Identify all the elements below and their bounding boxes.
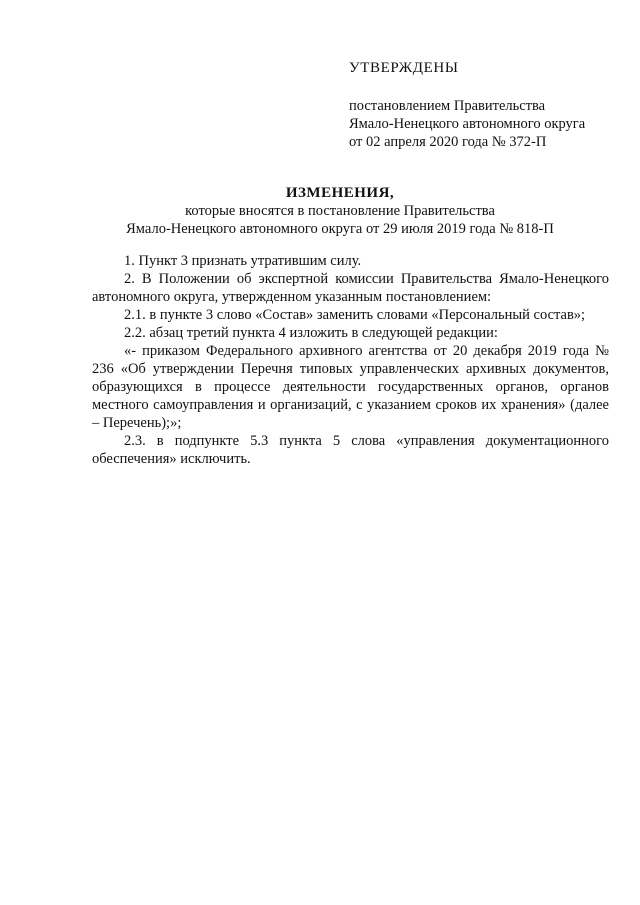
approval-line-date: от 02 апреля 2020 года № 372-П (349, 134, 547, 150)
approval-line-region: Ямало-Ненецкого автономного округа (349, 116, 586, 132)
paragraph-item-2-3: 2.3. в подпункте 5.3 пункта 5 слова «управления документационного обеспечения» исключить. (92, 433, 609, 467)
title-block (90, 184, 590, 238)
approval-block (349, 59, 619, 151)
document-subtitle-line-1: которые вносятся в постановление Правительства (185, 203, 495, 219)
document-subtitle-line-2: Ямало-Ненецкого автономного округа от 29 июля 2019 года № 818-П (126, 221, 554, 237)
paragraph-item-2: 2. В Положении об экспертной комиссии Правительства Ямало-Ненецкого автономного округа, утвержденном указанным постановлением: (92, 271, 609, 305)
paragraph-item-2-1: 2.1. в пункте 3 слово «Состав» заменить словами «Персональный состав»; (124, 307, 586, 323)
approval-line-resolution: постановлением Правительства (349, 98, 546, 114)
paragraph-item-1: 1. Пункт 3 признать утратившим силу. (124, 253, 362, 269)
paragraph-quoted-text: «- приказом Федерального архивного агентства от 20 декабря 2019 года № 236 «Об утверждении Перечня типовых управленческих архивных документов, образующихся в процессе деятельности государственных органов, органов местного самоуправления и организаций, с указанием сроков их хранения» (далее – Перечень);»; (92, 343, 609, 431)
document-body (92, 252, 609, 468)
paragraph-item-2-2: 2.2. абзац третий пункта 4 изложить в следующей редакции: (124, 325, 498, 341)
document-title: ИЗМЕНЕНИЯ, (285, 185, 395, 201)
approval-heading: УТВЕРЖДЕНЫ (349, 60, 459, 76)
